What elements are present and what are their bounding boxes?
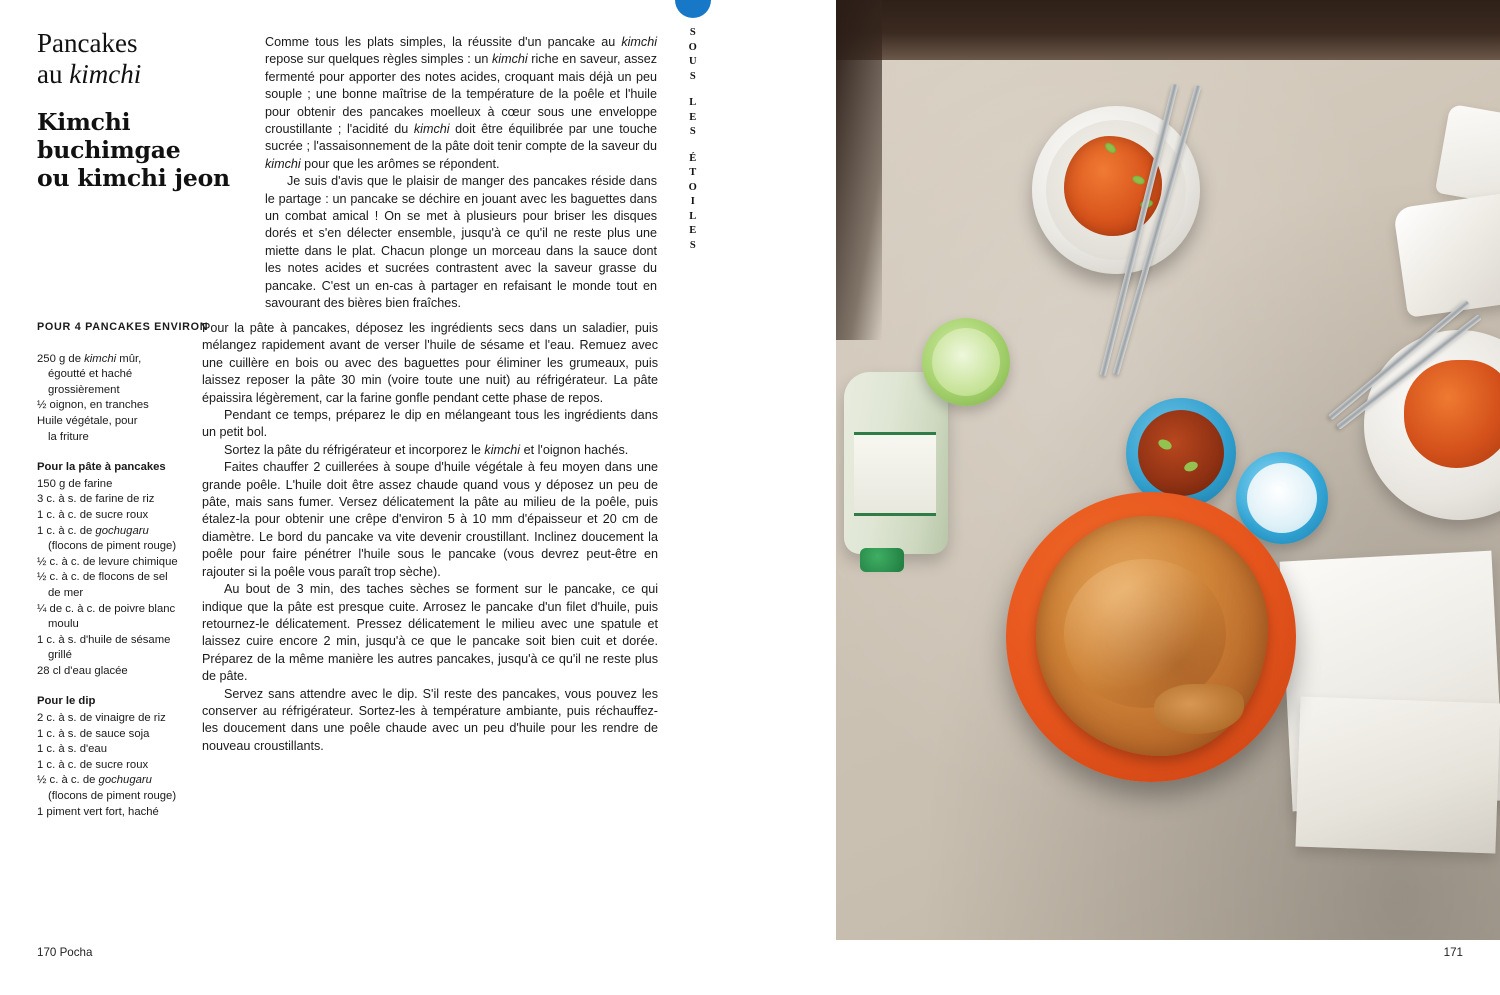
- ing-line: grossièrement: [48, 383, 120, 396]
- recipe-title-line1: Pancakes: [37, 28, 138, 58]
- folio-right: 171: [1443, 946, 1463, 959]
- recipe-subtitle: [37, 108, 237, 192]
- napkin-stack-lower: [1295, 697, 1500, 854]
- beer-bottle-label: [854, 432, 936, 516]
- chapter-tab: [681, 26, 705, 253]
- ing-line: égoutté et haché: [48, 368, 133, 381]
- recipe-title-line2-italic: kimchi: [69, 59, 142, 89]
- ing-line: 1 c. à c. de sucre roux: [37, 508, 149, 521]
- ing-line: ½ c. à c. de levure chimique: [37, 555, 178, 568]
- ingredient-group-dip: [37, 694, 209, 820]
- dip-sauce: [1138, 410, 1224, 496]
- method-paragraph-4: Faites chauffer 2 cuillerées à soupe d'huile végétale à feu moyen dans une grande poêle. L'huile doit être assez chaude quand vous y déposez un peu de pâte, mais sans fumer. Versez délicatement la pâte au milieu de la poêle, puis étalez-la pour obtenir une crêpe d'environ 5 à 10 mm d'épaisseur et 20 cm de diamètre. Le bord du pancake va vite devenir croustillant. Inclinez doucement la poêle pour faire pénétrer l'huile sous le pancake (vous devrez peut-être en rajouter si la poêle vous paraît trop sèche).: [202, 460, 658, 579]
- green-cup-liquid: [932, 328, 1000, 396]
- ing-line: 1 piment vert fort, haché: [37, 805, 159, 818]
- ing-line: la friture: [48, 430, 89, 443]
- ing-line: ½ c. à c. de gochugaru: [37, 774, 152, 787]
- method-paragraph-3: Sortez la pâte du réfrigérateur et incorporez le kimchi et l'oignon hachés.: [224, 442, 629, 457]
- ing-line: 3 c. à s. de farine de riz: [37, 493, 155, 506]
- bottle-cap: [860, 548, 904, 572]
- recipe-subtitle-line1: Kimchi buchimgae: [37, 108, 181, 164]
- ing-line: 28 cl d'eau glacée: [37, 664, 128, 677]
- ing-line: 150 g de farine: [37, 477, 113, 490]
- ing-line: moulu: [48, 618, 79, 631]
- ingredients-heading: POUR 4 PANCAKES ENVIRON: [37, 321, 209, 333]
- ing-line: (flocons de piment rouge): [48, 540, 177, 553]
- intro-paragraph-2: Je suis d'avis que le plaisir de manger des pancakes réside dans le partage : un pancake se déchire en jouant avec les baguettes dans un combat amical ! On se met à plusieurs pour briser les disques dorés et s'en délecter ensemble, jusqu'à ce qu'il ne reste plus une miette dans le plat. Chacun plonge un morceau dans la sauce dont les notes acides et sucrées contrastent avec la saveur grasse du pancake. C'est un en-cas à partager en refaisant le monde tout en savourant des bières bien fraîches.: [265, 174, 657, 311]
- photo-dark-edge: [836, 0, 882, 340]
- ing-line: 1 c. à s. de sauce soja: [37, 727, 150, 740]
- recipe-subtitle-line2: ou kimchi jeon: [37, 164, 230, 192]
- paper-wrapper: [1393, 192, 1500, 318]
- ing-line: 1 c. à c. de sucre roux: [37, 758, 149, 771]
- intro-paragraph-1: Comme tous les plats simples, la réussite d'un pancake au kimchi repose sur quelques règles simples : un kimchi riche en saveur, assez fermenté pour apporter des notes acides, croquant mais déjà un peu souple ; une bonne maîtrise de la température de la poêle et l'huile pour obtenir des pancakes moelleux à cœur sous une enveloppe croustillante ; l'acidité du kimchi doit être équilibrée par une touche sucrée ; l'assaisonnement de la pâte doit tenir compte de la saveur du kimchi pour que les arômes se répondent.: [265, 35, 657, 171]
- photo-dark-background: [836, 0, 1500, 60]
- ing-line: 2 c. à s. de vinaigre de riz: [37, 712, 166, 725]
- blue-cup-liquid: [1247, 463, 1317, 533]
- ing-line: Huile végétale, pour: [37, 414, 138, 427]
- chapter-tab-word-3: É T O I L E S: [688, 152, 698, 251]
- recipe-photo: [836, 0, 1500, 940]
- folio-left: 170 Pocha: [37, 946, 93, 959]
- ingredients-list: [37, 320, 209, 835]
- method-paragraph-1: Pour la pâte à pancakes, déposez les ingrédients secs dans un saladier, puis mélangez rapidement avant de verser l'huile de sésame et l'eau. Remuez avec une cuillère en bois ou avec des baguettes pour éliminer les grumeaux, puis laissez reposer la pâte 30 min (voire toute une nuit) au réfrigérateur. La pâte épaissira légèrement, car la farine gonfle pendant cette phase de repos.: [202, 321, 658, 405]
- ing-line: ¼ de c. à c. de poivre blanc: [37, 602, 176, 615]
- ing-line: 1 c. à c. de gochugaru: [37, 524, 149, 537]
- method-text: [202, 320, 658, 755]
- ing-line: grillé: [48, 649, 72, 662]
- chapter-tab-word-1: S O U S: [688, 27, 698, 82]
- right-page: [836, 0, 1500, 995]
- page-title: [37, 28, 237, 90]
- method-paragraph-6: Servez sans attendre avec le dip. S'il reste des pancakes, vous pouvez les conserver au réfrigérateur. Sortez-les à température ambiante, puis réchauffez-les doucement dans une poêle chaude avec un peu d'huile pour les rendre de nouveau croustillants.: [202, 686, 658, 753]
- title-block: [37, 28, 237, 192]
- ingredient-group-main: [37, 352, 209, 446]
- ing-line: de mer: [48, 586, 84, 599]
- ing-line: ½ c. à c. de flocons de sel: [37, 571, 168, 584]
- recipe-title-line2-prefix: au: [37, 59, 70, 89]
- ing-line: ½ oignon, en tranches: [37, 399, 149, 412]
- blue-dot-decoration: [675, 0, 711, 18]
- ing-line: 1 c. à s. d'eau: [37, 743, 107, 756]
- ing-line: 250 g de kimchi mûr,: [37, 352, 142, 365]
- ingredient-group-title: Pour le dip: [37, 695, 96, 708]
- fried-chicken-piece-right: [1404, 360, 1500, 468]
- method-paragraph-2: Pendant ce temps, préparez le dip en mélangeant tous les ingrédients dans un petit bol.: [202, 408, 658, 440]
- ingredient-group-title: Pour la pâte à pancakes: [37, 461, 166, 474]
- method-paragraph-5: Au bout de 3 min, des taches sèches se forment sur le pancake, ce qui indique que la pâte est presque cuite. Arrosez le pancake d'un filet d'huile, puis retournez-le délicatement. Pressez délicatement le milieu avec une spatule et laissez cuire encore 2 min, jusqu'à ce que le pancake soit bien cuit et dorée. Préparez de la même manière les autres pancakes, jusqu'à ce qu'il ne reste plus de pâte.: [202, 582, 658, 684]
- ingredient-group-batter: [37, 460, 209, 679]
- ing-line: 1 c. à s. d'huile de sésame: [37, 633, 171, 646]
- intro-text: [265, 34, 657, 313]
- ing-line: (flocons de piment rouge): [48, 790, 177, 803]
- chapter-tab-word-2: L E S: [689, 97, 697, 137]
